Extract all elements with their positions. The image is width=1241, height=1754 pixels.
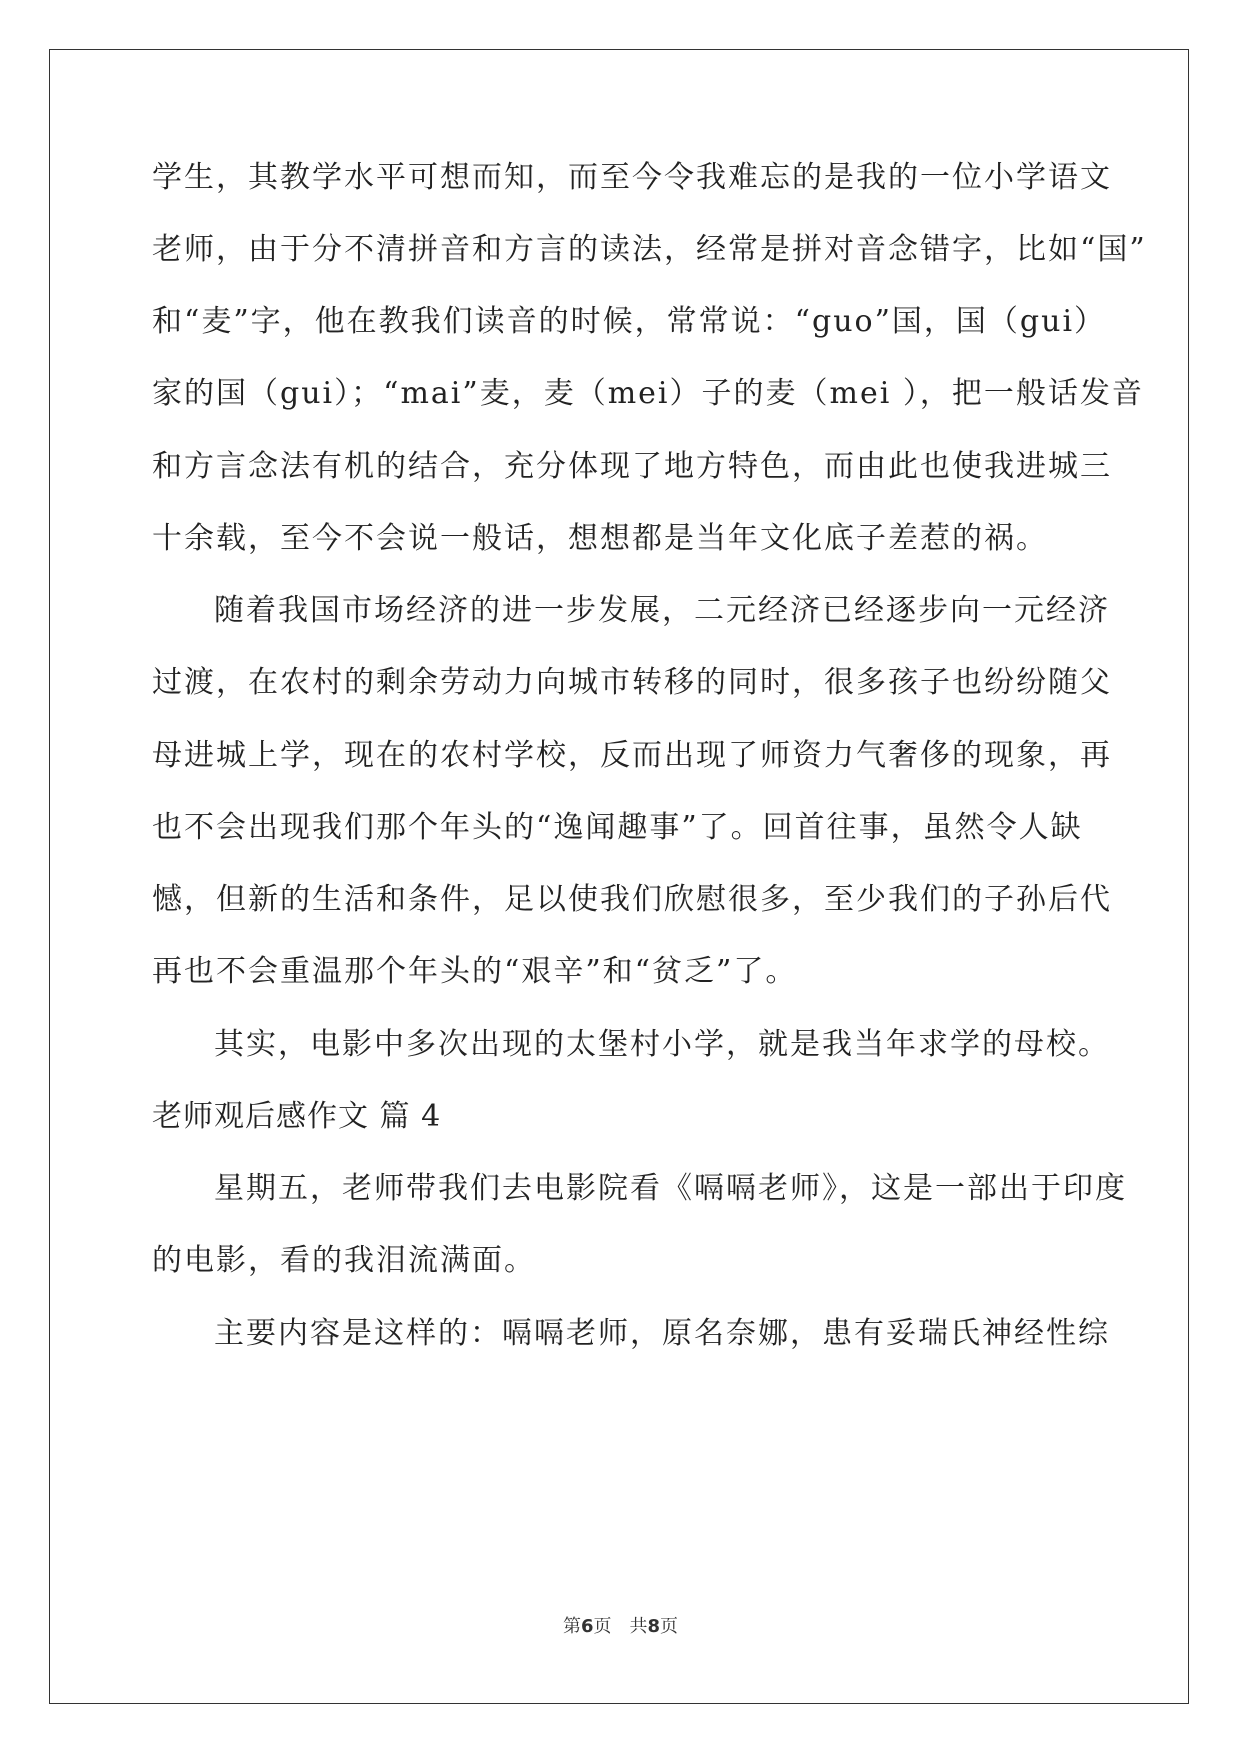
paragraph-start-line: 主要内容是这样的：嗝嗝老师，原名奈娜，患有妥瑞氏神经性综 <box>214 1316 1110 1351</box>
paragraph-start-line: 随着我国市场经济的进一步发展，二元经济已经逐步向一元经济 <box>214 593 1110 628</box>
text-line: 母进城上学，现在的农村学校，反而出现了师资力气奢侈的现象，再 <box>152 738 1112 773</box>
footer-prefix: 第 <box>562 1616 581 1637</box>
paragraph-start-line: 其实，电影中多次出现的太堡村小学，就是我当年求学的母校。 <box>214 1027 1110 1062</box>
section-heading: 老师观后感作文 篇 4 <box>152 1099 442 1134</box>
text-line: 家的国（gui）；“mai”麦，麦（mei）子的麦（mei ），把一般话发音 <box>152 376 1144 411</box>
text-line: 再也不会重温那个年头的“艰辛”和“贫乏”了。 <box>152 954 798 989</box>
current-page-number: 6 <box>580 1616 594 1637</box>
total-pages-number: 8 <box>647 1616 661 1637</box>
text-line: 学生，其教学水平可想而知，而至今令我难忘的是我的一位小学语文 <box>152 160 1112 195</box>
text-line: 的电影，看的我泪流满面。 <box>152 1243 536 1278</box>
paragraph-start-line: 星期五，老师带我们去电影院看《嗝嗝老师》，这是一部出于印度 <box>214 1171 1127 1206</box>
text-line: 憾，但新的生活和条件，足以使我们欣慰很多，至少我们的子孙后代 <box>152 882 1112 917</box>
footer-suffix: 页 <box>660 1616 679 1637</box>
page-border <box>49 49 1189 1704</box>
text-line: 十余载，至今不会说一般话，想想都是当年文化底子差惹的祸。 <box>152 521 1048 556</box>
text-line: 也不会出现我们那个年头的“逸闻趣事”了。回首往事，虽然令人缺 <box>152 810 1083 845</box>
text-line: 和方言念法有机的结合，充分体现了地方特色，而由此也使我进城三 <box>152 449 1112 484</box>
text-line: 和“麦”字，他在教我们读音的时候，常常说：“guo”国，国（gui） <box>152 304 1107 339</box>
text-line: 过渡，在农村的剩余劳动力向城市转移的同时，很多孩子也纷纷随父 <box>152 665 1112 700</box>
footer-middle: 页 共 <box>593 1616 648 1637</box>
page-footer <box>0 1617 1241 1637</box>
text-line: 老师，由于分不清拼音和方言的读法，经常是拼对音念错字，比如“国” <box>152 232 1147 267</box>
